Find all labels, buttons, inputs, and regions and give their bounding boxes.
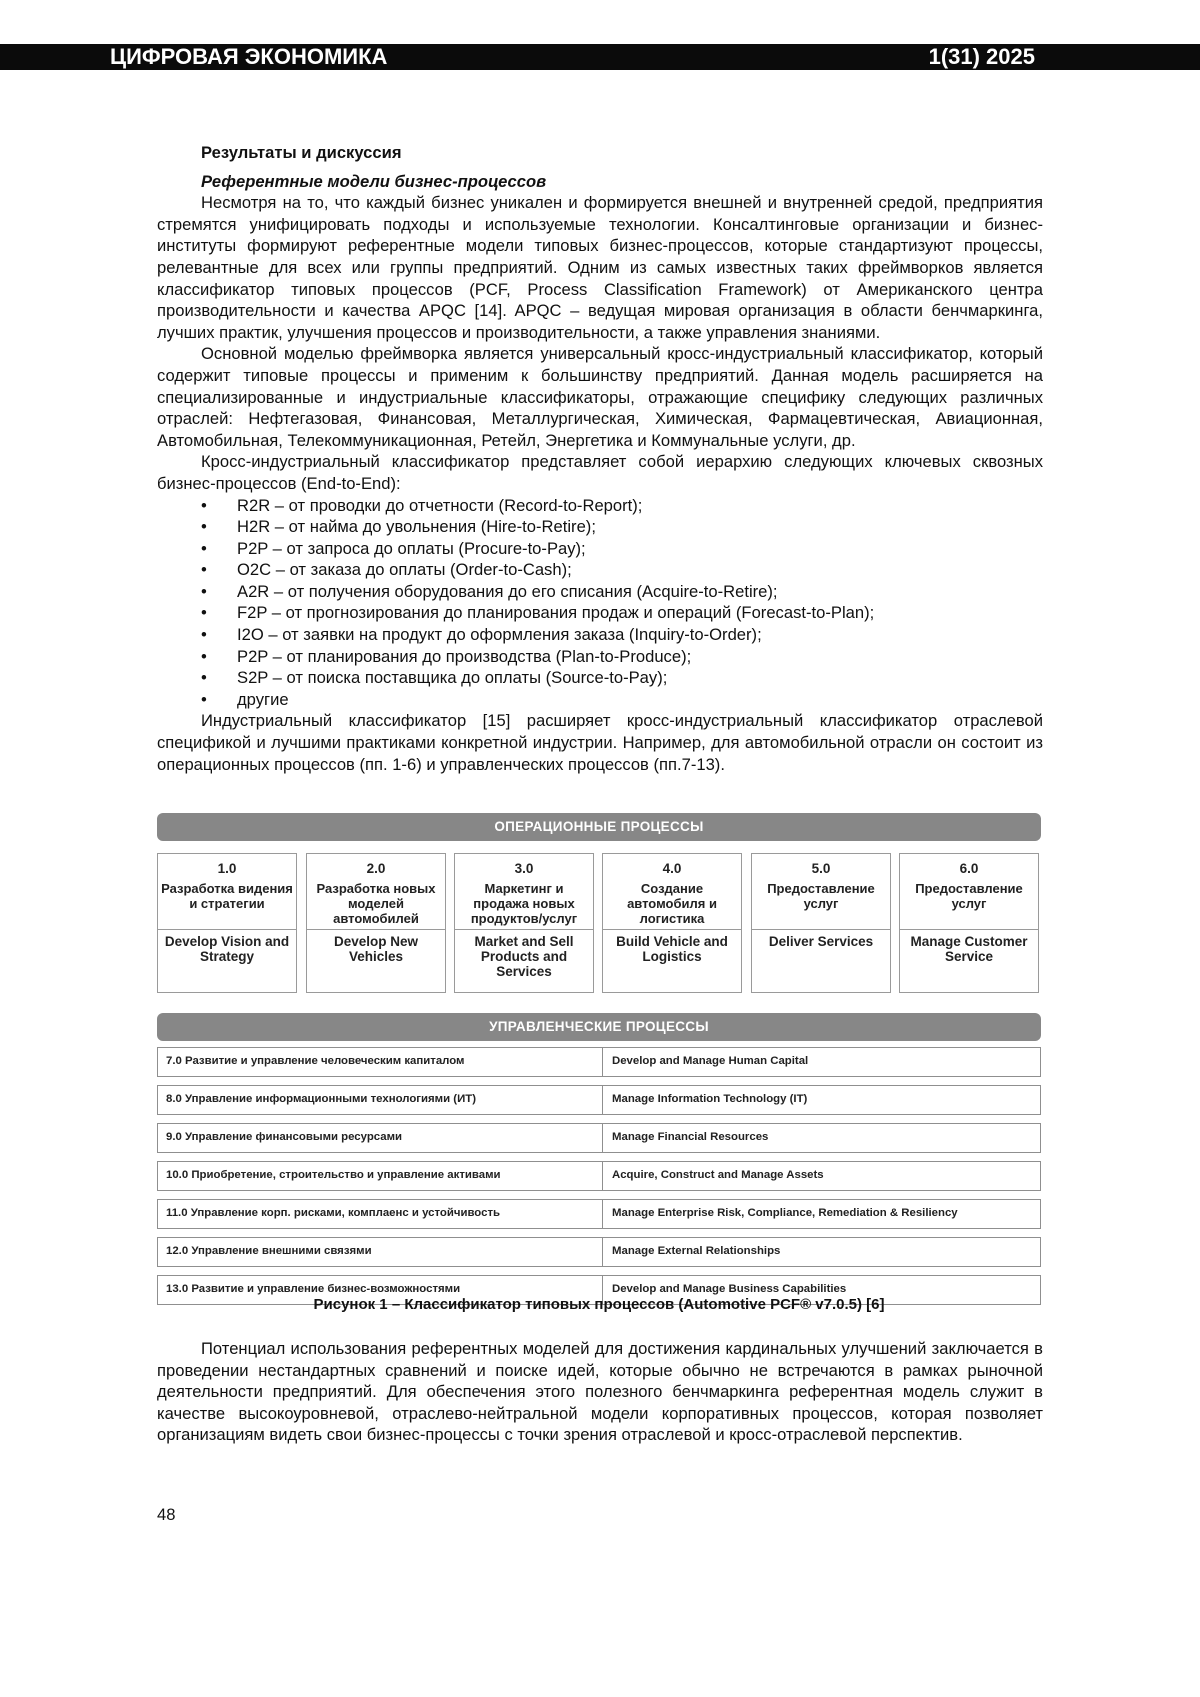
list-item-text: R2R – от проводки до отчетности (Record-to-Report); xyxy=(237,495,643,515)
paragraph: Кросс-индустриальный классификатор представляет собой иерархию следующих ключевых сквозных бизнес-процессов (End-to-End): xyxy=(157,452,1043,493)
table-row xyxy=(157,1047,1041,1077)
list-item xyxy=(157,646,1043,668)
list-item-text: A2R – от получения оборудования до его списания (Acquire-to-Retire); xyxy=(237,581,778,601)
op-title-en: Manage Customer Service xyxy=(910,934,1028,964)
mg-title-ru: 10.0 Приобретение, строительство и управление активами xyxy=(166,1169,501,1181)
op-title-en: Deliver Services xyxy=(768,934,874,949)
list-item-text: I2O – от заявки на продукт до оформления заказа (Inquiry-to-Order); xyxy=(237,625,762,645)
divider xyxy=(602,1124,603,1152)
table-row xyxy=(157,1199,1041,1229)
mg-title-ru: 12.0 Управление внешними связями xyxy=(166,1245,372,1257)
op-card xyxy=(157,853,297,993)
paragraph: Основной моделью фреймворка является универсальный кросс-индустриальный классификатор, который содержит типовые процессы и применим к большинству предприятий. Данная модель расширяется на специализированные и индустриальные классификаторы, отражающие специфику следующих различных отраслей: Нефтегазовая, Финансовая, Металлургическая, Химическая, Фармацевтическая, Авиационная, Автомобильная, Телекоммуникационная, Ретейл, Энергетика и Коммунальные услуги, др. xyxy=(157,344,1043,450)
divider xyxy=(603,929,741,930)
op-title-ru: Создание автомобиля и логистика xyxy=(627,881,717,926)
list-item-text: H2R – от найма до увольнения (Hire-to-Retire); xyxy=(237,517,596,537)
op-number: 4.0 xyxy=(662,861,682,876)
bullet-icon: • xyxy=(201,625,207,645)
subsection-title: Референтные модели бизнес-процессов xyxy=(201,171,547,191)
mg-title-ru: 13.0 Развитие и управление бизнес-возможностями xyxy=(166,1283,461,1295)
list-item xyxy=(157,495,1043,517)
list-item-text: P2P – от планирования до производства (Plan-to-Produce); xyxy=(237,646,692,666)
list-item-text: P2P – от запроса до оплаты (Procure-to-Pay); xyxy=(237,538,586,558)
op-number: 3.0 xyxy=(514,861,534,876)
bullet-icon: • xyxy=(201,560,207,580)
divider xyxy=(602,1200,603,1228)
op-number: 5.0 xyxy=(811,861,831,876)
paragraph: Потенциал использования референтных моделей для достижения кардинальных улучшений заключается в проведении нестандартных сравнений и поиске идей, которые обычно не встречаются в рамках рыночной деятельности предприятий. Для обеспечения этого полезного бенчмаркинга референтная модель служит в качестве высокоуровневой, отраслево-нейтральной модели корпоративных процессов, которая позволяет организациям видеть свои бизнес-процессы с точки зрения отраслевой и кросс-отраслевой перспектив. xyxy=(157,1339,1043,1445)
op-title-ru: Разработка видения и стратегии xyxy=(161,881,293,911)
op-title-ru: Разработка новых моделей автомобилей xyxy=(316,881,436,926)
figure-pcf xyxy=(157,813,1041,1313)
list-item xyxy=(157,559,1043,581)
divider xyxy=(307,929,445,930)
op-number: 1.0 xyxy=(217,861,237,876)
bullet-icon: • xyxy=(201,646,207,666)
mg-title-ru: 8.0 Управление информационными технологиями (ИТ) xyxy=(166,1093,477,1105)
list-item-text: S2P – от поиска поставщика до оплаты (Source-to-Pay); xyxy=(237,668,668,688)
table-row xyxy=(157,1123,1041,1153)
op-title-ru: Маркетинг и продажа новых продуктов/услуг xyxy=(470,881,578,926)
list-item xyxy=(157,624,1043,646)
management-band: УПРАВЛЕНЧЕСКИЕ ПРОЦЕССЫ xyxy=(157,1013,1041,1041)
mg-title-en: Develop and Manage Human Capital xyxy=(612,1055,809,1067)
list-item xyxy=(157,602,1043,624)
running-header xyxy=(0,44,1200,70)
management-table xyxy=(157,1047,1041,1305)
divider xyxy=(158,929,296,930)
op-number: 6.0 xyxy=(959,861,979,876)
page-number: 48 xyxy=(157,1505,176,1524)
process-list xyxy=(157,495,1043,711)
divider xyxy=(752,929,890,930)
op-title-en: Develop Vision and Strategy xyxy=(164,934,290,964)
divider xyxy=(602,1162,603,1190)
op-title-ru: Предоставление услуг xyxy=(767,881,875,911)
divider xyxy=(900,929,1038,930)
table-row xyxy=(157,1237,1041,1267)
bullet-icon: • xyxy=(201,538,207,558)
mg-title-ru: 7.0 Развитие и управление человеческим капиталом xyxy=(166,1055,465,1067)
bullet-icon: • xyxy=(201,603,207,623)
op-title-en: Build Vehicle and Logistics xyxy=(616,934,728,964)
bullet-icon: • xyxy=(201,689,207,709)
op-title-en: Develop New Vehicles xyxy=(333,934,419,964)
list-item-text: F2P – от прогнозирования до планирования продаж и операций (Forecast-to-Plan); xyxy=(237,603,875,623)
list-item xyxy=(157,516,1043,538)
op-card xyxy=(306,853,446,993)
mg-title-en: Manage Enterprise Risk, Compliance, Remediation & Resiliency xyxy=(612,1207,958,1219)
mg-title-en: Develop and Manage Business Capabilities xyxy=(612,1283,847,1295)
mg-title-en: Manage Information Technology (IT) xyxy=(612,1093,808,1105)
list-item xyxy=(157,538,1043,560)
list-item xyxy=(157,581,1043,603)
mg-title-ru: 11.0 Управление корп. рисками, комплаенс и устойчивость xyxy=(166,1207,501,1219)
divider xyxy=(455,929,593,930)
section-title: Результаты и дискуссия xyxy=(201,143,402,162)
op-card xyxy=(454,853,594,993)
list-item-text: другие xyxy=(237,689,289,709)
op-number: 2.0 xyxy=(366,861,386,876)
bullet-icon: • xyxy=(201,495,207,515)
op-card xyxy=(899,853,1039,993)
article-body xyxy=(157,142,1043,775)
list-item xyxy=(157,689,1043,711)
paragraph: Несмотря на то, что каждый бизнес уникален и формируется внешней и внутренней средой, предприятия стремятся унифицировать подходы и используемые технологии. Консалтинговые организации и бизнес-институты формируют референтные модели типовых бизнес-процессов, которые стандартизуют процессы, релевантные для всех или группы предприятий. Одним из самых известных таких фреймворков является классификатор типовых процессов (PCF, Process Classification Framework) от Американского центра производительности и качества APQC [14]. APQC – ведущая мировая организация в области бенчмаркинга, лучших практик, улучшения процессов и производительности, а также управления знаниями. xyxy=(157,193,1043,342)
journal-name: ЦИФРОВАЯ ЭКОНОМИКА xyxy=(110,44,388,69)
divider xyxy=(602,1048,603,1076)
bullet-icon: • xyxy=(201,517,207,537)
paragraph: Индустриальный классификатор [15] расширяет кросс-индустриальный классификатор отраслевой спецификой и лучшими практиками конкретной индустрии. Например, для автомобильной отрасли он состоит из операционных процессов (пп. 1-6) и управленческих процессов (пп.7-13). xyxy=(157,711,1043,774)
mg-title-en: Manage External Relationships xyxy=(612,1245,781,1257)
mg-title-en: Acquire, Construct and Manage Assets xyxy=(612,1169,824,1181)
op-card xyxy=(602,853,742,993)
figure-caption: Рисунок 1 – Классификатор типовых процессов (Automotive PCF® v7.0.5) [6] xyxy=(313,1296,885,1313)
bullet-icon: • xyxy=(201,581,207,601)
issue-number: 1(31) 2025 xyxy=(928,44,1035,69)
operational-band: ОПЕРАЦИОННЫЕ ПРОЦЕССЫ xyxy=(157,813,1041,841)
op-card xyxy=(751,853,891,993)
bullet-icon: • xyxy=(201,668,207,688)
divider xyxy=(602,1238,603,1266)
op-title-ru: Предоставление услуг xyxy=(915,881,1023,911)
divider xyxy=(602,1086,603,1114)
table-row xyxy=(157,1085,1041,1115)
article-body-continued xyxy=(157,1338,1043,1446)
op-title-en: Market and Sell Products and Services xyxy=(474,934,574,979)
mg-title-ru: 9.0 Управление финансовыми ресурсами xyxy=(166,1131,403,1143)
mg-title-en: Manage Financial Resources xyxy=(612,1131,769,1143)
table-row xyxy=(157,1161,1041,1191)
list-item-text: O2C – от заказа до оплаты (Order-to-Cash); xyxy=(237,560,572,580)
list-item xyxy=(157,667,1043,689)
operational-grid xyxy=(157,853,1041,993)
